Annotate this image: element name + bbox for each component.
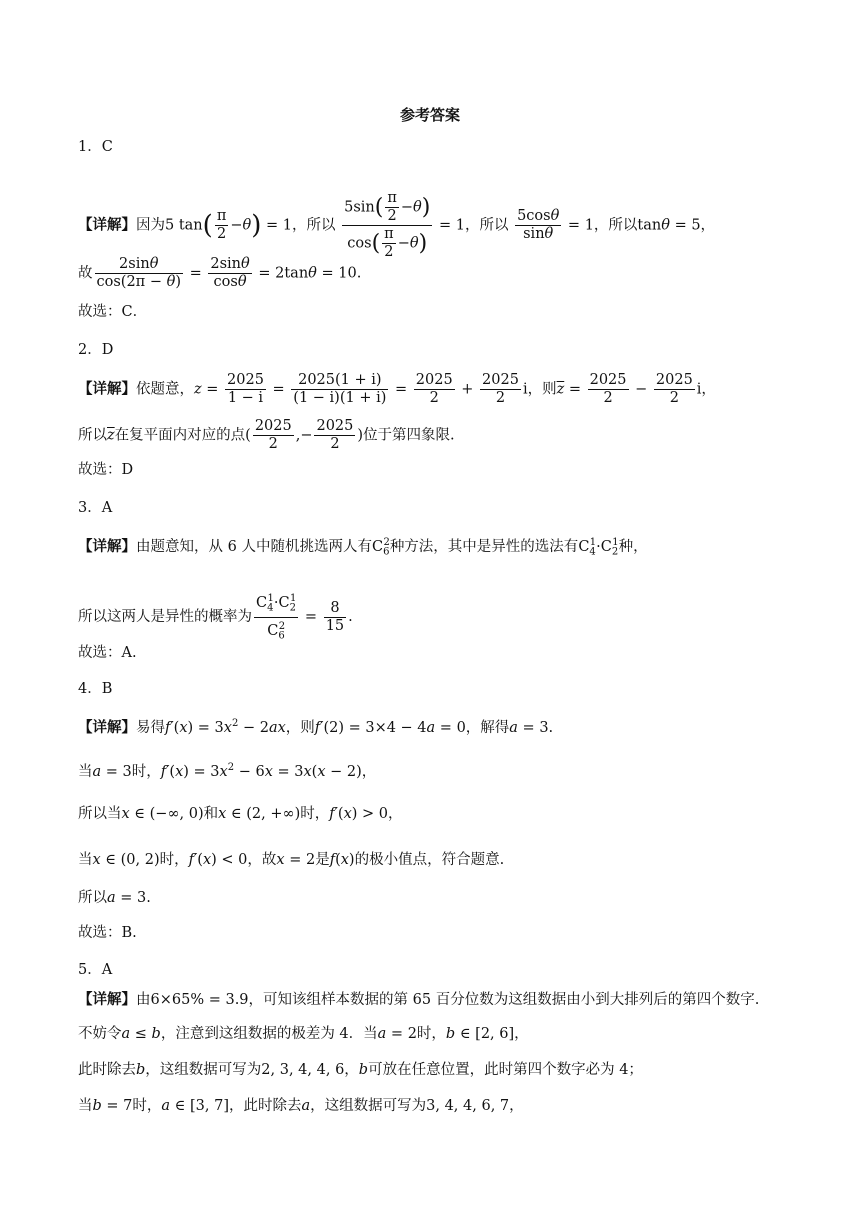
answer-1-number: 1．C [78,139,113,155]
answer-5-line-3: 此时除去b，这组数据可写为2, 3, 4, 4, 6，b可放在任意位置，此时第四个数字必为 4； [78,1062,643,1078]
answer-5-line-1: 【详解】由6×65% = 3.9，可知该组样本数据的第 65 百分位数为这组数据由小到大排列后的第四个数字. [78,991,760,1008]
answer-3-conclusion: 故选：A. [78,645,137,661]
answer-2-line-1: 【详解】依题意，z = $\frac{2025}{1 - i}$ = $\frac{2025(1 + i)}{(1 - i)(1 + i)}$ = $\frac{2025}{2}$ + $\frac{2025}{2}$ i，则$\overline{z}$ = $\frac{2025}{2}$ − $\frac{2025}{2}$ i， [78,372,716,406]
answer-3-line-1: 【详解】由题意知，从 6 人中随机挑选两人有$C_6^2$种方法，其中是异性的选法有$C_4^1\cdot C_2^1$种， [78,537,648,558]
answer-5-line-2: 不妨令a ≤ b，注意到这组数据的极差为 4．当a = 2时，b ∈ [2, 6]， [78,1026,529,1042]
answer-4-line-2: 当a = 3时，$f'(x) = 3x^2 - 6x = 3x(x - 2)$， [78,762,377,780]
answer-3-line-2: 所以这两人是异性的概率为 $\frac{C_4^1\cdot C_2^1}{C_6^2}$ = $\frac{8}{15}$ . [78,590,353,644]
answer-4-number: 4．B [78,681,113,697]
answer-2-line-2: 所以$\overline{z}$在复平面内对应的点( $\frac{2025}{2}$ ,− $\frac{2025}{2}$ )位于第四象限. [78,418,455,452]
answer-4-line-4: 当x ∈ (0, 2)时，f′(x) < 0，故x = 2是f(x)的极小值点，符合题意. [78,852,505,868]
answer-4-line-1: 【详解】易得$f'(x) = 3x^2 - 2ax$，则f′(2) = 3×4 − 4a = 0，解得a = 3. [78,718,554,736]
answer-4-line-3: 所以当x ∈ (−∞, 0)和x ∈ (2, +∞)时，f′(x) > 0， [78,806,403,822]
answer-5-line-4: 当b = 7时，a ∈ [3, 7]，此时除去a，这组数据可写为3, 4, 4, 6, 7， [78,1098,524,1114]
answer-1-line-1: 【详解】因为5 tan( $\frac{\pi}{2}$ −θ) = 1，所以 5sin( $\frac{\pi}{2}$ −θ) cos( $\frac{\pi}{2}$ −θ) = 1，所以 $\frac{5\cos\theta}{\sin\theta}$ = 1，所以tanθ = 5， [78,190,716,260]
answer-1-line-2: 故 $\frac{2\sin\theta}{\cos(2\pi - \theta)}$ = $\frac{2\sin\theta}{\cos\theta}$ = 2tanθ = 10. [78,256,362,290]
answer-3-number: 3．A [78,500,113,516]
answer-1-conclusion: 故选：C． [78,304,148,320]
answer-4-line-5: 所以a = 3. [78,890,151,906]
answer-5-number: 5．A [78,962,113,978]
explain-tag: 【详解】 [78,216,136,234]
answer-2-number: 2．D [78,342,114,358]
answer-4-conclusion: 故选：B. [78,925,137,941]
page-title: 参考答案 [399,106,460,124]
answer-2-conclusion: 故选：D [78,462,134,478]
